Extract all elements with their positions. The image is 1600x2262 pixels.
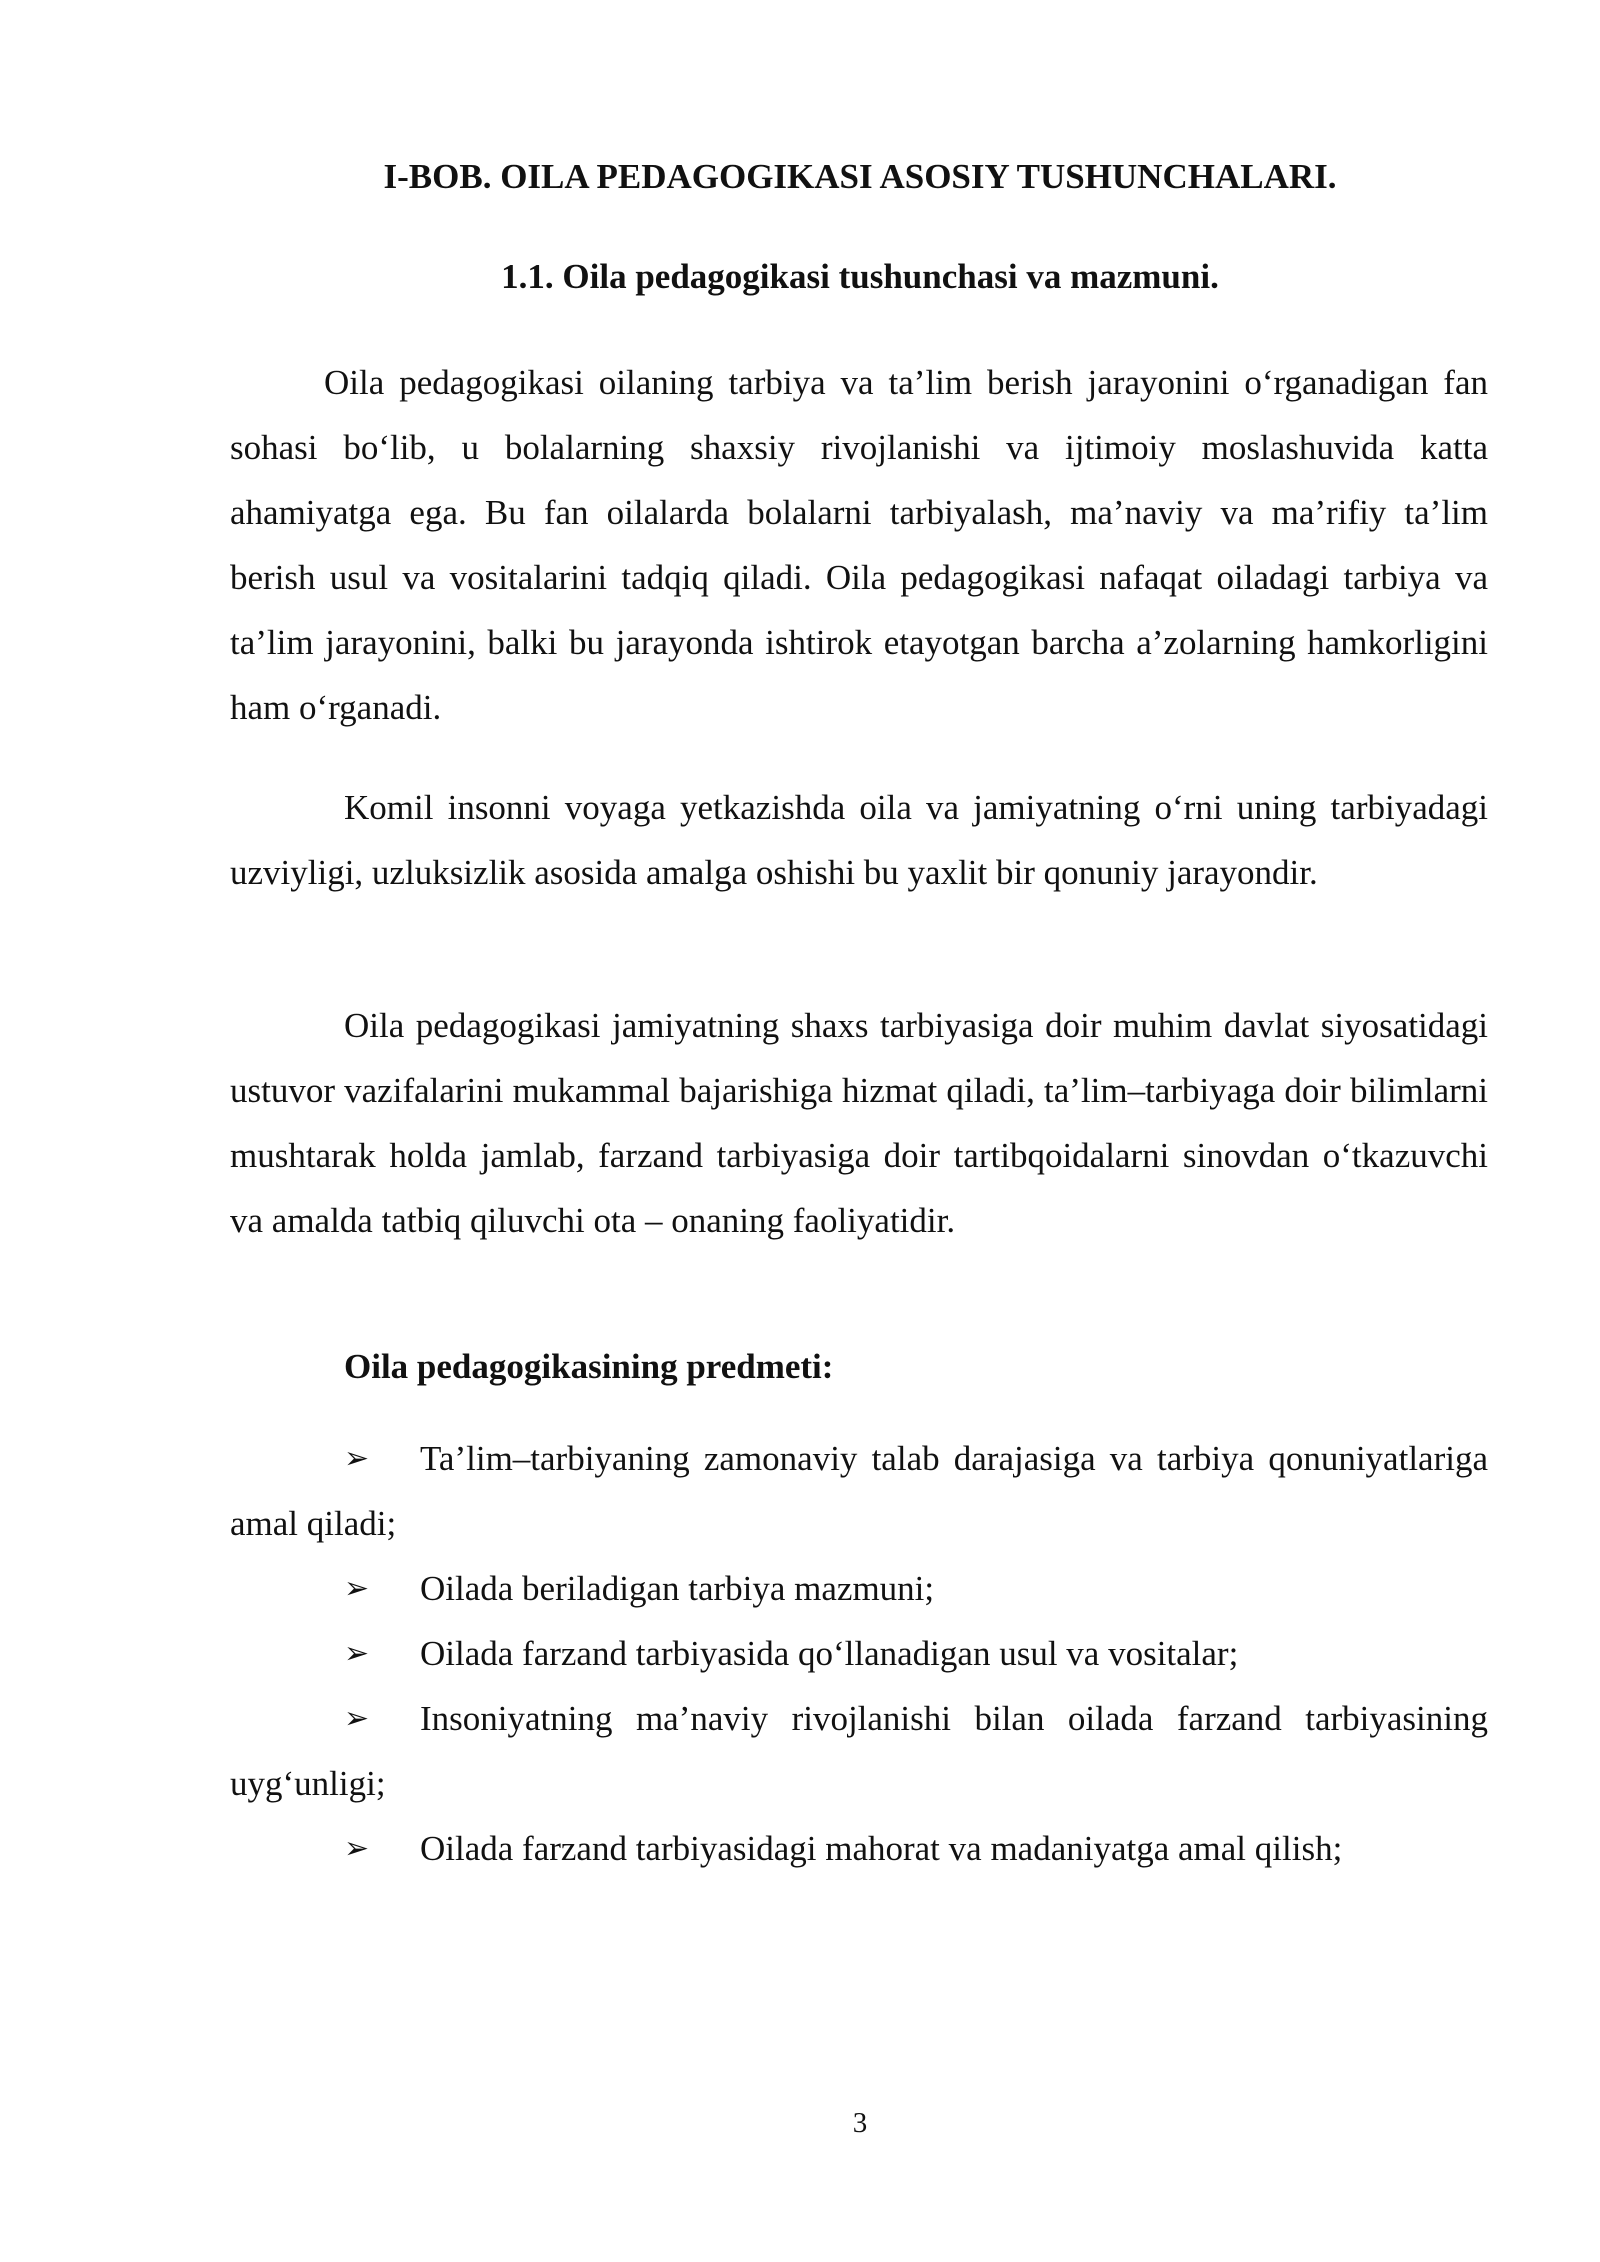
- arrow-bullet-icon: ➢: [344, 1441, 370, 1476]
- subject-heading: Oila pedagogikasining predmeti:: [344, 1347, 834, 1386]
- list-item: [230, 1621, 1488, 1686]
- list-item-text: Oilada farzand tarbiyasida qo‘llanadigan usul va vositalar;: [420, 1634, 1239, 1673]
- list-item: [230, 1426, 1488, 1556]
- subject-list: [230, 1426, 1488, 1881]
- list-item: [230, 1556, 1488, 1621]
- section-title: 1.1. Oila pedagogikasi tushunchasi va mazmuni.: [501, 257, 1219, 296]
- arrow-bullet-icon: ➢: [344, 1571, 370, 1606]
- list-item-text: Ta’lim–tarbiyaning zamonaviy talab darajasiga va tarbiya qonuniyatlariga amal qiladi;: [230, 1439, 1488, 1543]
- list-item: [230, 1686, 1488, 1816]
- arrow-bullet-icon: ➢: [344, 1636, 370, 1671]
- paragraph-2: Komil insonni voyaga yetkazishda oila va jamiyatning o‘rni uning tarbiyadagi uzviyligi, uzluksizlik asosida amalga oshishi bu yaxlit bir qonuniy jarayondir.: [230, 788, 1488, 892]
- list-item-text: Oilada farzand tarbiyasidagi mahorat va madaniyatga amal qilish;: [420, 1829, 1343, 1868]
- paragraph-1: Oila pedagogikasi oilaning tarbiya va ta’lim berish jarayonini o‘rganadigan fan sohasi bo‘lib, u bolalarning shaxsiy rivojlanishi va ijtimoiy moslashuvida katta ahamiyatga ega. Bu fan oilalarda bolalarni tarbiyalash, ma’naviy va ma’rifiy ta’lim berish usul va vositalarini tadqiq qiladi. Oila pedagogikasi nafaqat oiladagi tarbiya va ta’lim jarayonini, balki bu jarayonda ishtirok etayotgan barcha a’zolarning hamkorligini ham o‘rganadi.: [230, 363, 1488, 727]
- page-number: 3: [852, 2107, 868, 2139]
- arrow-bullet-icon: ➢: [344, 1831, 370, 1866]
- list-item: [230, 1816, 1488, 1881]
- chapter-title: I-BOB. OILA PEDAGOGIKASI ASOSIY TUSHUNCHALARI.: [383, 157, 1337, 196]
- paragraph-3: Oila pedagogikasi jamiyatning shaxs tarbiyasiga doir muhim davlat siyosatidagi ustuvor vazifalarini mukammal bajarishiga hizmat qiladi, ta’lim–tarbiyaga doir bilimlarni mushtarak holda jamlab, farzand tarbiyasiga doir tartibqoidalarni sinovdan o‘tkazuvchi va amalda tatbiq qiluvchi ota – onaning faoliyatidir.: [230, 1006, 1488, 1240]
- arrow-bullet-icon: ➢: [344, 1701, 370, 1736]
- list-item-text: Oilada beriladigan tarbiya mazmuni;: [420, 1569, 935, 1608]
- list-item-text: Insoniyatning ma’naviy rivojlanishi bilan oilada farzand tarbiyasining uyg‘unligi;: [230, 1699, 1488, 1803]
